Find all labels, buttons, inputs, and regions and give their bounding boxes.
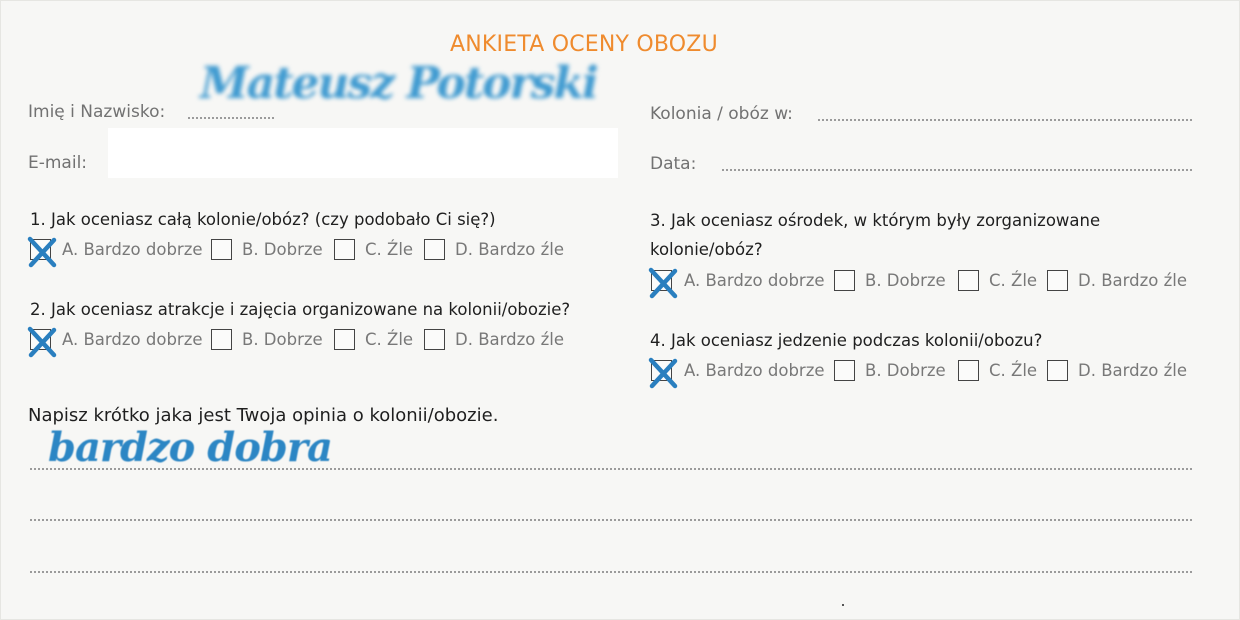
checkmark-x-icon bbox=[646, 356, 680, 390]
q3-option-d-checkbox[interactable] bbox=[1047, 270, 1068, 291]
opinion-line-1[interactable] bbox=[30, 468, 1192, 470]
q4-option-c-checkbox[interactable] bbox=[958, 360, 979, 381]
paper-speck bbox=[842, 604, 844, 606]
q4-option-b-label: B. Dobrze bbox=[865, 361, 946, 380]
q2-option-b-label: B. Dobrze bbox=[242, 330, 323, 349]
q1-option-c-checkbox[interactable] bbox=[334, 239, 355, 260]
q3-option-a-label: A. Bardzo dobrze bbox=[684, 271, 825, 290]
q2-option-c-label: C. Źle bbox=[365, 330, 414, 349]
q1-option-b-checkbox[interactable] bbox=[211, 239, 232, 260]
name-dotted-line bbox=[188, 117, 274, 119]
q1-option-a-label: A. Bardzo dobrze bbox=[62, 240, 203, 259]
question-2: 2. Jak oceniasz atrakcje i zajęcia organizowane na kolonii/obozie? bbox=[30, 300, 571, 319]
form-title: ANKIETA OCENY OBOZU bbox=[450, 32, 718, 57]
camp-dotted-line bbox=[818, 119, 1192, 121]
checkmark-x-icon bbox=[646, 266, 680, 300]
q2-option-a-label: A. Bardzo dobrze bbox=[62, 330, 203, 349]
opinion-line-2[interactable] bbox=[30, 519, 1192, 521]
question-3-line-1: 3. Jak oceniasz ośrodek, w którym były zorganizowane bbox=[650, 211, 1101, 230]
camp-label: Kolonia / obóz w: bbox=[650, 104, 793, 124]
date-dotted-line bbox=[722, 169, 1192, 171]
q3-option-a-checkbox[interactable] bbox=[651, 270, 672, 291]
q3-option-d-label: D. Bardzo źle bbox=[1078, 271, 1187, 290]
q1-option-c-label: C. Źle bbox=[365, 240, 414, 259]
name-label: Imię i Nazwisko: bbox=[28, 102, 166, 122]
q2-option-c-checkbox[interactable] bbox=[334, 329, 355, 350]
handwritten-opinion: bardzo dobra bbox=[48, 424, 332, 471]
opinion-prompt: Napisz krótko jaka jest Twoja opinia o kolonii/obozie. bbox=[28, 405, 499, 426]
question-1: 1. Jak oceniasz całą kolonie/obóz? (czy podobało Ci się?) bbox=[30, 210, 496, 229]
q4-option-a-checkbox[interactable] bbox=[651, 360, 672, 381]
q1-option-a-checkbox[interactable] bbox=[30, 239, 51, 260]
email-label: E-mail: bbox=[28, 153, 88, 173]
q3-option-b-label: B. Dobrze bbox=[865, 271, 946, 290]
q1-option-d-label: D. Bardzo źle bbox=[455, 240, 564, 259]
checkmark-x-icon bbox=[25, 235, 59, 269]
q4-option-d-checkbox[interactable] bbox=[1047, 360, 1068, 381]
opinion-line-3[interactable] bbox=[30, 571, 1192, 573]
handwritten-name: Mateusz Potorski bbox=[200, 58, 597, 109]
q2-option-b-checkbox[interactable] bbox=[211, 329, 232, 350]
question-3-line-2: kolonie/obóz? bbox=[650, 240, 763, 259]
checkmark-x-icon bbox=[25, 325, 59, 359]
q3-option-c-label: C. Źle bbox=[989, 271, 1038, 290]
q4-option-c-label: C. Źle bbox=[989, 361, 1038, 380]
q2-option-a-checkbox[interactable] bbox=[30, 329, 51, 350]
q2-option-d-label: D. Bardzo źle bbox=[455, 330, 564, 349]
q4-option-b-checkbox[interactable] bbox=[834, 360, 855, 381]
q4-option-a-label: A. Bardzo dobrze bbox=[684, 361, 825, 380]
q2-option-d-checkbox[interactable] bbox=[424, 329, 445, 350]
q4-option-d-label: D. Bardzo źle bbox=[1078, 361, 1187, 380]
q3-option-c-checkbox[interactable] bbox=[958, 270, 979, 291]
q1-option-d-checkbox[interactable] bbox=[424, 239, 445, 260]
date-label: Data: bbox=[650, 154, 697, 174]
question-4: 4. Jak oceniasz jedzenie podczas kolonii/obozu? bbox=[650, 331, 1043, 350]
q3-option-b-checkbox[interactable] bbox=[834, 270, 855, 291]
q1-option-b-label: B. Dobrze bbox=[242, 240, 323, 259]
email-redaction-box bbox=[108, 128, 618, 178]
